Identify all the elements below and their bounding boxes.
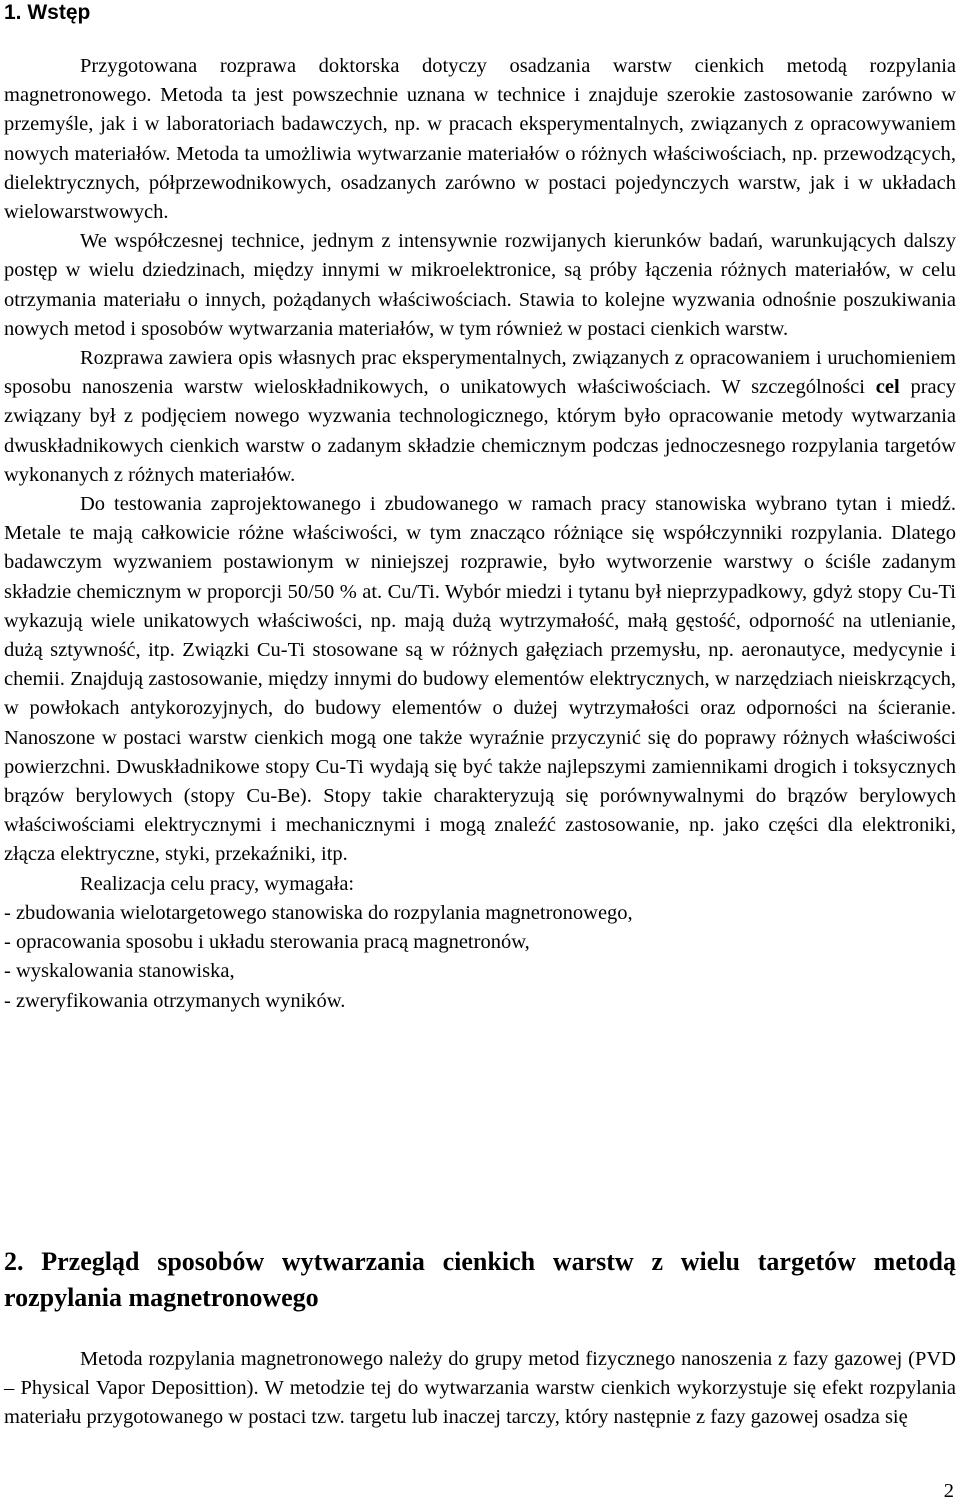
page-number: 2 [943,1480,954,1502]
paragraph-3-text-b: pracy związany był z podjęciem nowego wyzwania technologicznego, którym było opracowanie metody wytwarzania dwuskładnikowych cienkich warstw o zadanym składzie chemicznym podczas jednoczesnego rozpylania targetów wykonanych z różnych materiałów. [4,376,956,486]
paragraph-3 [4,344,956,490]
requirements-list [4,899,956,1016]
section-2-heading: 2. Przegląd sposobów wytwarzania cienkich warstw z wielu targetów metodą rozpylania magnetronowego [4,1247,956,1312]
paragraph-3-text-a: Rozprawa zawiera opis własnych prac eksperymentalnych, związanych z opracowaniem i uruchomieniem sposobu nanoszenia warstw wieloskładnikowych, o unikatowych właściwościach. W szczególności [4,347,956,399]
paragraph-5: Realizacja celu pracy, wymagała: [80,872,355,895]
paragraph-2: We współczesnej technice, jednym z intensywnie rozwijanych kierunków badań, warunkujących dalszy postęp w wielu dziedzinach, między innymi w mikroelektronice, są próby łączenia różnych materiałów, w celu otrzymania materiału o innych, pożądanych właściwościach. Stawia to kolejne wyzwania odnośnie poszukiwania nowych metod i sposobów wytwarzania materiałów, w tym również w postaci cienkich warstw. [4,230,956,340]
section-2-body [4,1345,956,1433]
section-2-paragraph: Metoda rozpylania magnetronowego należy do grupy metod fizycznego nanoszenia z fazy gazowej (PVD – Physical Vapor Deposittion). W metodzie tej do wytwarzania warstw cienkich wykorzystuje się efekt rozpylania materiału przygotowanego w postaci tzw. targetu lub inaczej tarczy, który następnie z fazy gazowej osadza się [4,1348,956,1429]
section-1-body [4,52,956,1016]
list-item: - opracowania sposobu i układu sterowania pracą magnetronów, [4,931,530,954]
section-1-heading: 1. Wstęp [4,1,91,24]
list-item: - wyskalowania stanowiska, [4,960,235,983]
paragraph-1: Przygotowana rozprawa doktorska dotyczy osadzania warstw cienkich metodą rozpylania magnetronowego. Metoda ta jest powszechnie uznana w technice i znajduje szerokie zastosowanie zarówno w przemyśle, jak i w laboratoriach badawczych, np. w pracach eksperymentalnych, związanych z opracowywaniem nowych materiałów. Metoda ta umożliwia wytwarzanie materiałów o różnych właściwościach, np. przewodzących, dielektrycznych, półprzewodnikowych, osadzanych zarówno w postaci pojedynczych warstw, jak i w układach wielowarstwowych. [4,55,956,224]
paragraph-4: Do testowania zaprojektowanego i zbudowanego w ramach pracy stanowiska wybrano tytan i miedź. Metale te mają całkowicie różne właściwości, w tym znacząco różniące się współczynniki rozpylania. Dlatego badawczym wyzwaniem postawionym w niniejszej rozprawie, było wytworzenie warstwy o ściśle zadanym składzie chemicznym w proporcji 50/50 % at. Cu/Ti. Wybór miedzi i tytanu był nieprzypadkowy, gdyż stopy Cu-Ti wykazują wiele unikatowych właściwości, np. mają dużą wytrzymałość, małą gęstość, odporność na utlenianie, dużą sztywność, itp. Związki Cu-Ti stosowane są w różnych gałęziach przemysłu, np. aeronautyce, medycynie i chemii. Znajdują zastosowanie, między innymi do budowy elementów elektrycznych, w narzędziach nieiskrzących, w powłokach antykorozyjnych, do budowy elementów o dużej wytrzymałości oraz odporności na ścieranie. Nanoszone w postaci warstw cienkich mogą one także wyraźnie przyczynić się do poprawy różnych właściwości powierzchni. Dwuskładnikowe stopy Cu-Ti wydają się być także najlepszymi zamiennikami drogich i toksycznych brązów berylowych (stopy Cu-Be). Stopy takie charakteryzują się porównywalnymi do brązów berylowych właściwościami elektrycznymi i mechanicznymi i mogą znaleźć zastosowanie, np. jako części dla elektroniki, złącza elektryczne, styki, przekaźniki, itp. [4,493,956,866]
list-item: - zweryfikowania otrzymanych wyników. [4,989,346,1012]
list-item: - zbudowania wielotargetowego stanowiska do rozpylania magnetronowego, [4,901,633,924]
paragraph-3-bold-term: cel [875,376,900,399]
